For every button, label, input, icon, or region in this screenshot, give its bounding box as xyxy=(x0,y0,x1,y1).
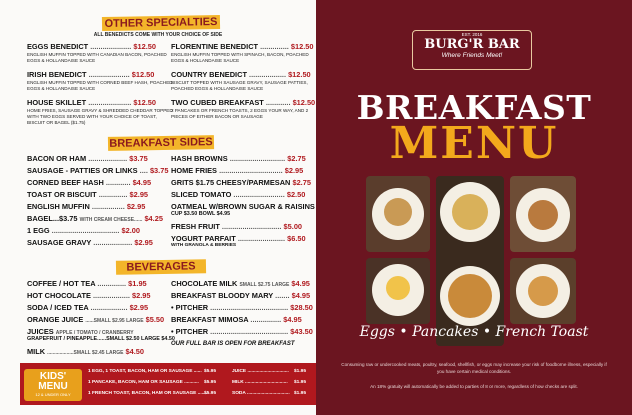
kids-item: 1 FRENCH TOAST, BACON, HAM OR SAUSAGE ....... xyxy=(88,391,208,396)
kids-price: $1.95 xyxy=(294,391,307,396)
side-item: ENGLISH MUFFIN ................ $2.95 xyxy=(27,202,146,211)
food xyxy=(452,194,488,230)
side-item: TOAST OR BISCUIT .............. $2.95 xyxy=(27,190,149,199)
beverage-item: HOT CHOCOLATE .................. $2.95 xyxy=(27,291,151,300)
kids-drink: JUICE ............................... xyxy=(232,369,289,374)
specialty-desc: ENGLISH MUFFIN TOPPED WITH CANADIAN BACON, POACHED EGGS & HOLLANDAISE SAUCE xyxy=(27,52,167,63)
beverage-item: BREAKFAST MIMOSA ............... $4.95 xyxy=(171,315,302,324)
beverage-item: CHOCOLATE MILK SMALL $2.75 LARGE $4.95 xyxy=(171,279,310,288)
kids-price: $5.95 xyxy=(204,380,217,385)
beverage-item: MILK ...................SMALL $2.45 LARGE $4.50 xyxy=(27,347,145,356)
beverage-item: SODA / ICED TEA .................. $2.95 xyxy=(27,303,149,312)
burgr-bar-logo xyxy=(412,30,532,70)
specialty-item: FLORENTINE BENEDICT .............. $12.50 xyxy=(171,42,314,51)
side-item: BAGEL...$3.75 WITH CREAM CHEESE...... $4.25 xyxy=(27,214,163,223)
gratuity-disclaimer: An 18% gratuity will automatically be added to parties of 8 or more, regardless of how checks are split. xyxy=(370,384,578,389)
kids-price: $5.95 xyxy=(204,391,217,396)
kids-drink: SODA ................................ xyxy=(232,391,290,396)
side-item: CORNED BEEF HASH ............ $4.95 xyxy=(27,178,152,187)
kids-price: $1.95 xyxy=(294,369,307,374)
side-item: HASH BROWNS ........................... $2.75 xyxy=(171,154,306,163)
oatmeal-prices: CUP $3.50 BOWL $4.95 xyxy=(171,211,231,217)
side-item: YOGURT PARFAIT ....................... $6.50 xyxy=(171,234,306,243)
specialty-desc: ENGLISH MUFFIN TOPPED WITH SPINACH, BACON, POACHED EGGS & HOLLANDAISE SAUCE xyxy=(171,52,309,63)
side-item: 1 EGG ................................. $2.00 xyxy=(27,226,140,235)
kids-drink: MILK ................................ xyxy=(232,380,288,385)
other-specialties-banner: OTHER SPECIALTIES xyxy=(102,15,220,31)
food xyxy=(384,198,412,226)
benedicts-note: ALL BENEDICTS COME WITH YOUR CHOICE OF SIDE xyxy=(93,32,223,38)
beverage-item: JUICES APPLE / TOMATO / CRANBERRY xyxy=(27,327,134,336)
food-photo xyxy=(366,176,430,252)
breakfast-sides-banner: BREAKFAST SIDES xyxy=(109,136,213,150)
beverage-item: • PITCHER ...................................... $43.50 xyxy=(171,327,313,336)
specialty-item: TWO CUBED BREAKFAST ............ $12.50 xyxy=(171,98,316,107)
specialty-desc: 2 PANCAKES OR FRENCH TOASTS, 2 EGGS YOUR WAY, AND 2 PIECES OF EITHER BACON OR SAUSAGE xyxy=(171,108,309,119)
logo-est: EST. 2016 xyxy=(461,32,483,37)
specialty-item: IRISH BENEDICT .................... $12.50 xyxy=(27,70,155,79)
specialty-desc: ENGLISH MUFFIN TOPPED WITH CORNED BEEF HASH, POACHED EGGS & HOLLANDAISE SAUCE xyxy=(27,80,173,91)
beverage-item: • PITCHER ...................................... $28.50 xyxy=(171,303,313,312)
logo-name: BURG'R BAR xyxy=(424,37,520,52)
pancakes xyxy=(448,274,492,318)
food xyxy=(528,276,558,306)
specialty-desc: BISCUIT TOPPED WITH SAUSAGE GRAVY, SAUSAGE PATTIES, POACHED EGGS & HOLLANDAISE SAUCE xyxy=(171,80,308,91)
parfait-note: WITH GRANOLA & BERRIES xyxy=(171,243,237,248)
breakfast-heading: BREAKFAST xyxy=(356,88,592,127)
side-item: SAUSAGE - PATTIES OR LINKS .... $3.75 xyxy=(27,166,169,175)
side-item: BACON OR HAM ................... $3.75 xyxy=(27,154,148,163)
side-item: FRESH FRUIT ............................. $5.00 xyxy=(171,222,303,231)
french-toast xyxy=(528,200,558,230)
menu-heading: MENU xyxy=(389,118,559,169)
specialty-item: HOUSE SKILLET ..................... $12.50 xyxy=(27,98,156,107)
food-photo xyxy=(366,258,430,324)
kids-menu-subtitle: 12 & UNDER ONLY xyxy=(35,392,71,397)
side-item: HOME FRIES ............................... $2.95 xyxy=(171,166,304,175)
kids-item: 1 EGG, 1 TOAST, BACON, HAM OR SAUSAGE ...... xyxy=(88,369,202,374)
juice-line: GRAPEFRUIT / PINEAPPLE......SMALL $2.50 LARGE $4.50 xyxy=(27,336,175,342)
kids-menu-badge xyxy=(24,369,82,401)
food-photo xyxy=(510,176,576,252)
specialty-item: COUNTRY BENEDICT .................. $12.50 xyxy=(171,70,311,79)
beverage-item: BREAKFAST BLOODY MARY ....... $4.95 xyxy=(171,291,311,300)
kids-item: 1 PANCAKE, BACON, HAM OR SAUSAGE ........... xyxy=(88,380,199,385)
logo-tagline: Where Friends Meet! xyxy=(441,52,503,59)
kids-menu-box xyxy=(20,363,316,405)
side-item: SLICED TOMATO ......................... $2.50 xyxy=(171,190,306,199)
side-item: OATMEAL W/BROWN SUGAR & RAISINS xyxy=(171,202,315,211)
beverage-item: ORANGE JUICE ......SMALL $2.95 LARGE $5.50 xyxy=(27,315,165,324)
side-item: SAUSAGE GRAVY ................... $2.95 xyxy=(27,238,153,247)
food-photo xyxy=(510,258,576,324)
food-safety-disclaimer: Consuming raw or undercooked meats, poultry, seafood, shellfish, or eggs may increase your risk of foodborne illness, especially if you have certain medical conditions. xyxy=(341,362,607,374)
side-item: GRITS $1.75 CHEESY/PARMESAN $2.75 xyxy=(171,178,311,187)
specialty-item: EGGS BENEDICT .................... $12.50 xyxy=(27,42,156,51)
menu-right-panel xyxy=(316,0,632,415)
specialty-desc: HOME FRIES, SAUSAGE GRAVY & SHREDDED CHEDDAR TOPPED WITH TWO EGGS SERVED WITH YOUR CHOICE OF TOAST, BISCUIT OR BAGEL ($1.75) xyxy=(27,108,173,125)
kids-menu-title: KIDS' MENU xyxy=(38,371,68,392)
eggs xyxy=(386,276,410,300)
food-photo xyxy=(436,176,504,346)
kids-price: $1.95 xyxy=(294,380,307,385)
full-bar-note: OUR FULL BAR IS OPEN FOR BREAKFAST xyxy=(171,341,295,347)
kids-price: $5.95 xyxy=(204,369,217,374)
menu-tagline: Eggs • Pancakes • French Toast xyxy=(359,324,589,340)
beverage-item: COFFEE / HOT TEA .............. $1.95 xyxy=(27,279,147,288)
beverages-banner: BEVERAGES xyxy=(116,259,206,275)
